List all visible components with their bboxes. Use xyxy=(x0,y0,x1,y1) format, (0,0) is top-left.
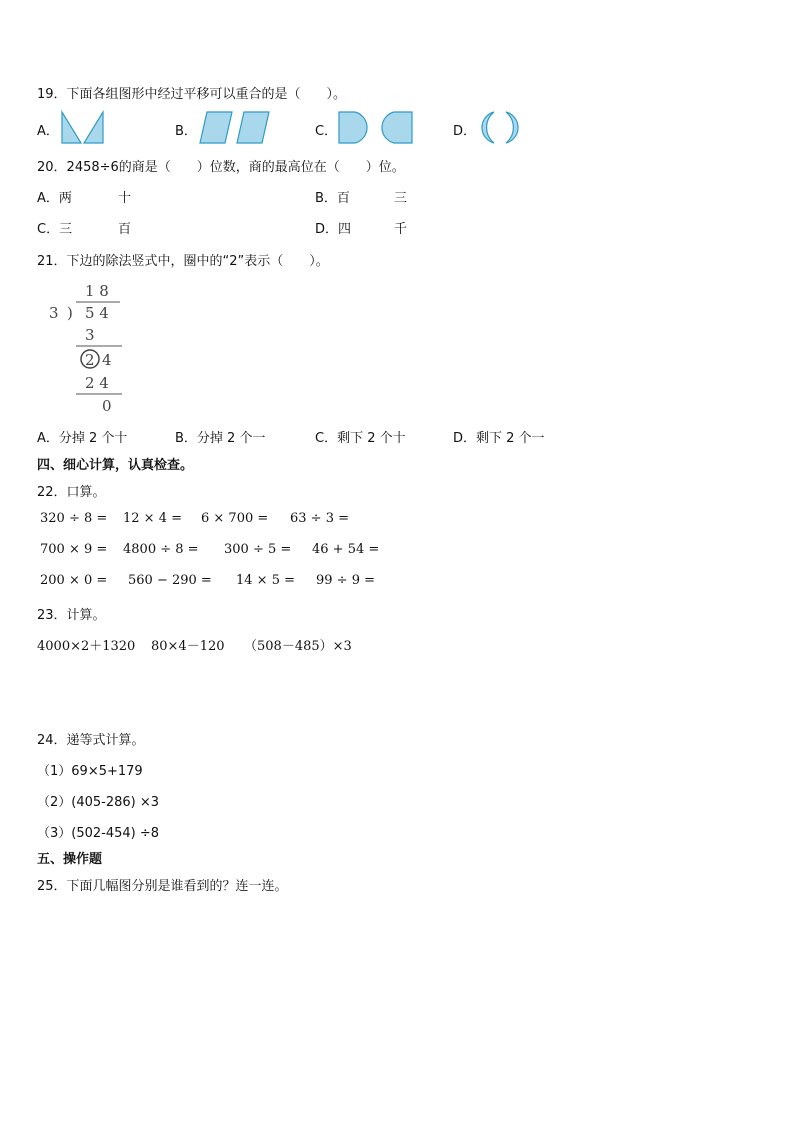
q24-item-3: （3）(502-454) ÷8 xyxy=(37,826,160,841)
q22-r3-c4: 99 ÷ 9 = xyxy=(316,573,375,588)
q23-stem: 23．计算。 xyxy=(37,608,106,623)
q24-stem: 24．递等式计算。 xyxy=(37,733,145,748)
division-divisor: 3 xyxy=(49,304,59,322)
division-remainder-circled: 2 xyxy=(85,351,95,369)
long-division-figure xyxy=(40,278,150,418)
q22-r3-c2: 560 − 290 = xyxy=(128,573,212,588)
q22-r2-c4: 46 + 54 = xyxy=(312,542,380,557)
division-final: 0 xyxy=(102,397,112,415)
q22-r1-c3: 6 × 700 = xyxy=(201,511,269,526)
q19-option-a-label: A． xyxy=(37,124,59,139)
q19-option-a-shape xyxy=(60,110,106,146)
q20-stem: 20．2458÷6的商是（ ）位数，商的最高位在（ ）位。 xyxy=(37,160,405,175)
q20-option-b-value: 三 xyxy=(394,191,408,206)
parallelogram-shape-2 xyxy=(237,112,269,143)
q19-option-b-shape xyxy=(198,110,272,146)
q22-r1-c2: 12 × 4 = xyxy=(123,511,182,526)
q25-stem: 25．下面几幅图分别是谁看到的？连一连。 xyxy=(37,879,288,894)
d-shape-2 xyxy=(382,112,412,143)
division-step1: 3 xyxy=(85,326,95,344)
q22-r2-c2: 4800 ÷ 8 = xyxy=(123,542,199,557)
q21-option-c: C．剩下 2 个十 xyxy=(315,431,406,446)
q23-item-1: 4000×2＋1320 xyxy=(37,639,136,654)
q20-option-b-letter: B．百 xyxy=(315,191,350,206)
division-dividend: 5 4 xyxy=(85,304,109,322)
q24-item-2: （2）(405-286) ×3 xyxy=(37,795,160,810)
q20-option-c-value: 百 xyxy=(118,222,132,237)
q21-stem: 21．下边的除法竖式中，圈中的“2”表示（ ）。 xyxy=(37,254,329,269)
q20-option-c-letter: C．三 xyxy=(37,222,73,237)
q20-option-a-value: 十 xyxy=(118,191,132,206)
q19-option-c-shape xyxy=(337,110,415,146)
q21-option-b: B．分掉 2 个一 xyxy=(175,431,266,446)
triangle-shape-1 xyxy=(62,112,81,143)
section5-title: 五、操作题 xyxy=(37,852,103,867)
crescent-shape-1 xyxy=(482,112,494,143)
q19-stem: 19．下面各组图形中经过平移可以重合的是（ ）。 xyxy=(37,87,347,102)
q22-r2-c3: 300 ÷ 5 = xyxy=(224,542,292,557)
q22-stem: 22．口算。 xyxy=(37,485,106,500)
q23-item-3: （508－485）×3 xyxy=(244,639,352,654)
triangle-shape-2 xyxy=(84,112,103,143)
q23-item-2: 80×4－120 xyxy=(151,639,225,654)
q22-r1-c1: 320 ÷ 8 = xyxy=(40,511,108,526)
q21-option-d: D．剩下 2 个一 xyxy=(453,431,545,446)
parallelogram-shape-1 xyxy=(200,112,232,143)
q20-option-d-letter: D．四 xyxy=(315,222,352,237)
q21-option-a: A．分掉 2 个十 xyxy=(37,431,128,446)
q22-r2-c1: 700 × 9 = xyxy=(40,542,108,557)
crescent-shape-2 xyxy=(506,112,518,143)
q19-option-b-label: B． xyxy=(175,124,197,139)
q20-option-d-value: 千 xyxy=(394,222,408,237)
q20-option-a-letter: A．两 xyxy=(37,191,72,206)
q22-r3-c1: 200 × 0 = xyxy=(40,573,108,588)
division-step2: 2 4 xyxy=(85,374,109,392)
q19-option-d-label: D． xyxy=(453,124,477,139)
q19-option-c-label: C． xyxy=(315,124,338,139)
q22-r1-c4: 63 ÷ 3 = xyxy=(290,511,349,526)
division-quotient: 1 8 xyxy=(85,282,109,300)
division-remainder-rest: 4 xyxy=(102,351,112,369)
d-shape-1 xyxy=(339,112,367,143)
q24-item-1: （1）69×5+179 xyxy=(37,764,143,779)
q22-r3-c3: 14 × 5 = xyxy=(236,573,295,588)
section4-title: 四、细心计算，认真检查。 xyxy=(37,458,194,473)
q19-option-d-shape xyxy=(475,110,527,146)
division-bracket: ) xyxy=(67,304,73,322)
